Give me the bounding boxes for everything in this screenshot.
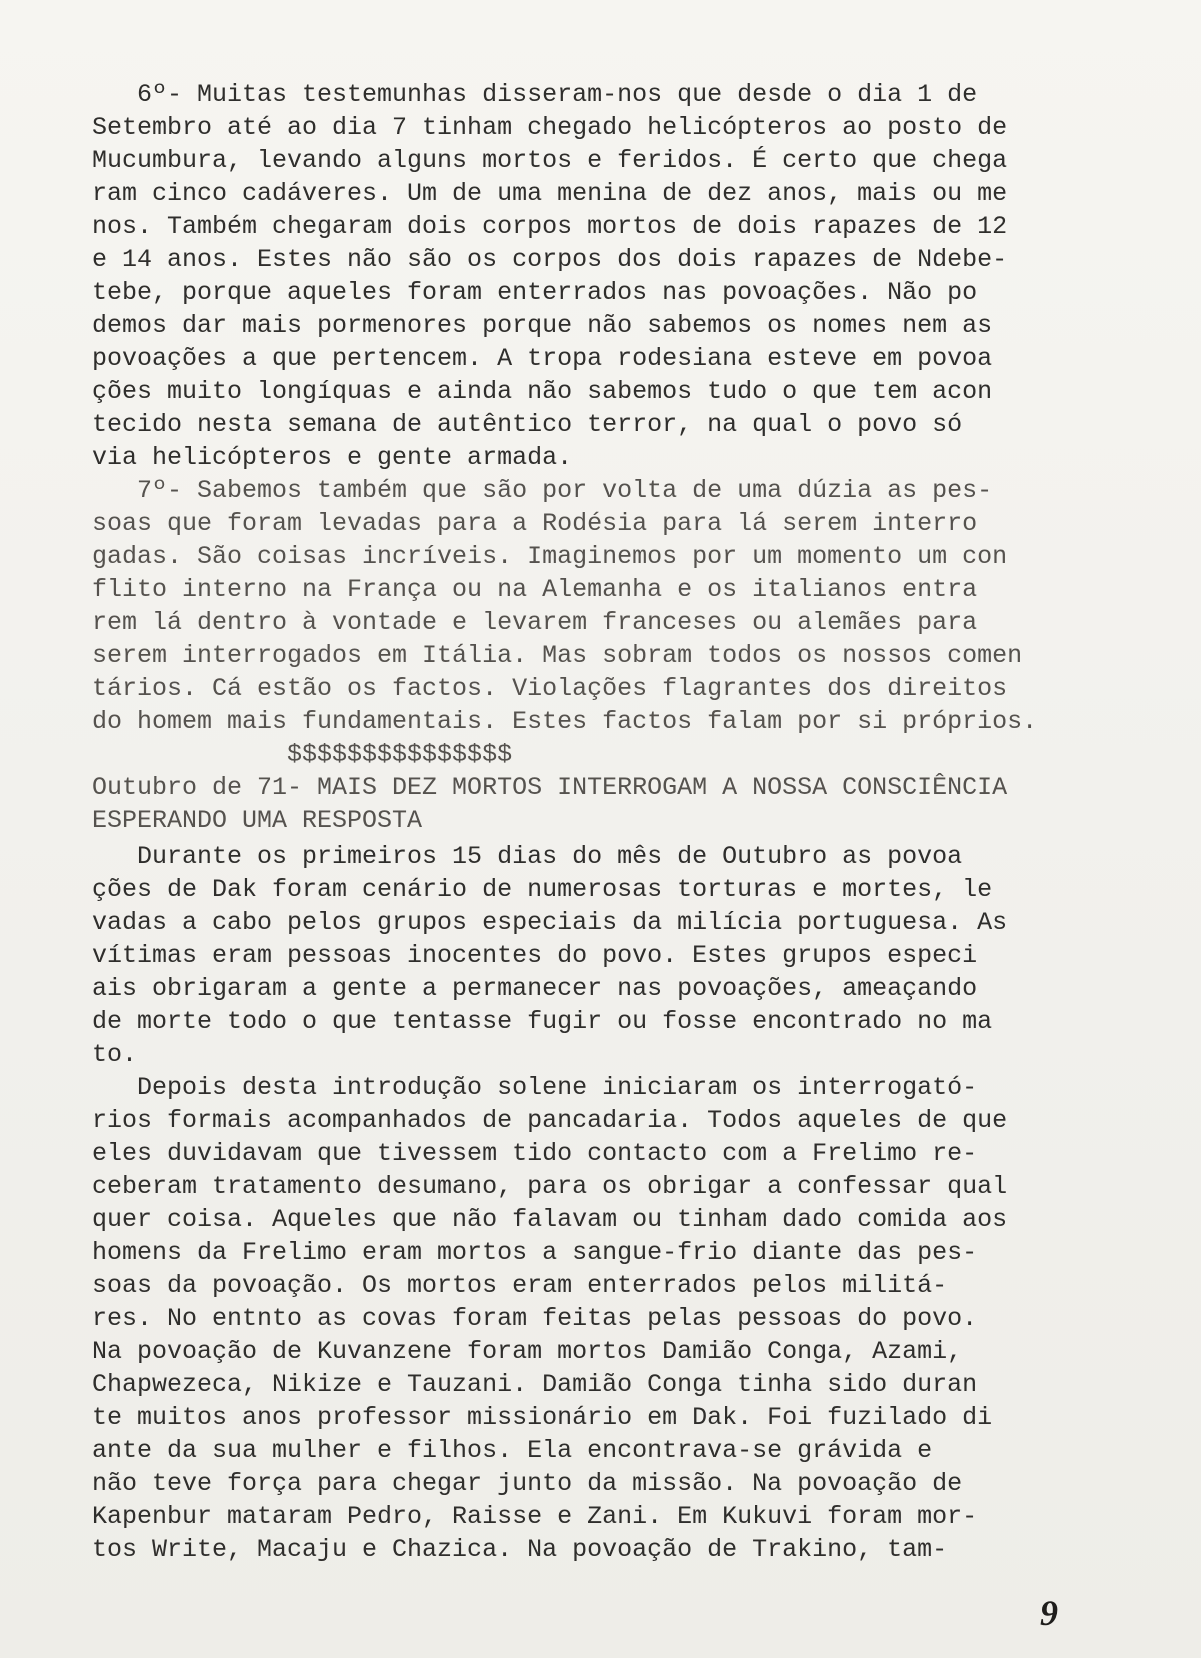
text-line: rem lá dentro à vontade e levarem franceses ou alemães para [92,608,978,637]
text-line: do homem mais fundamentais. Estes factos falam por si próprios. [92,707,1038,736]
text-line: eles duvidavam que tivessem tido contacto com a Frelimo re- [92,1139,978,1168]
text-line: quer coisa. Aqueles que não falavam ou tinham dado comida aos [92,1205,1008,1234]
section-heading: Outubro de 71- MAIS DEZ MORTOS INTERROGAM A NOSSA CONSCIÊNCIA [92,773,1008,802]
text-line: te muitos anos professor missionário em Dak. Foi fuzilado di [92,1403,993,1432]
text-line: demos dar mais pormenores porque não sabemos os nomes nem as [92,311,993,340]
text-line: ram cinco cadáveres. Um de uma menina de dez anos, mais ou me [92,179,1008,208]
text-line: e 14 anos. Estes não são os corpos dos dois rapazes de Ndebe- [92,245,1008,274]
text-line: Na povoação de Kuvanzene foram mortos Damião Conga, Azami, [92,1337,963,1366]
text-line: nos. Também chegaram dois corpos mortos de dois rapazes de 12 [92,212,1008,241]
text-line: ante da sua mulher e filhos. Ela encontrava-se grávida e [92,1436,933,1465]
text-line: de morte todo o que tentasse fugir ou fosse encontrado no ma [92,1007,993,1036]
text-line: flito interno na França ou na Alemanha e os italianos entra [92,575,978,604]
page-number: 9 [1040,1593,1058,1633]
text-line: serem interrogados em Itália. Mas sobram todos os nossos comen [92,641,1023,670]
text-line: Depois desta introdução solene iniciaram os interrogató- [92,1073,978,1102]
text-line: não teve força para chegar junto da missão. Na povoação de [92,1469,963,1498]
text-line: homens da Frelimo eram mortos a sangue-frio diante das pes- [92,1238,978,1267]
text-line: res. No entnto as covas foram feitas pelas pessoas do povo. [92,1304,978,1333]
text-line: Kapenbur mataram Pedro, Raisse e Zani. Em Kukuvi foram mor- [92,1502,978,1531]
text-line: via helicópteros e gente armada. [92,443,573,472]
text-line: Chapwezeca, Nikize e Tauzani. Damião Conga tinha sido duran [92,1370,978,1399]
text-line: Mucumbura, levando alguns mortos e feridos. É certo que chega [92,146,1008,175]
text-line: to. [92,1040,138,1069]
text-line: tos Write, Macaju e Chazica. Na povoação de Trakino, tam- [92,1535,948,1564]
text-line: ais obrigaram a gente a permanecer nas povoações, ameaçando [92,974,978,1003]
text-line: ções muito longíquas e ainda não sabemos tudo o que tem acon [92,377,993,406]
text-line: tecido nesta semana de autêntico terror, na qual o povo só [92,410,963,439]
text-line: tários. Cá estão os factos. Violações flagrantes dos direitos [92,674,1008,703]
text-line: vítimas eram pessoas inocentes do povo. Estes grupos especi [92,941,978,970]
text-line: Durante os primeiros 15 dias do mês de Outubro as povoa [92,842,963,871]
text-line: ções de Dak foram cenário de numerosas torturas e mortes, le [92,875,993,904]
text-line: 7º- Sabemos também que são por volta de uma dúzia as pes- [92,476,993,505]
text-line: rios formais acompanhados de pancadaria. Todos aqueles de que [92,1106,1008,1135]
text-line: soas que foram levadas para a Rodésia para lá serem interro [92,509,978,538]
section-heading: ESPERANDO UMA RESPOSTA [92,806,423,835]
text-line: 6º- Muitas testemunhas disseram-nos que desde o dia 1 de [92,80,978,109]
separator-line: $$$$$$$$$$$$$$$ [92,740,513,769]
text-line: gadas. São coisas incríveis. Imaginemos por um momento um con [92,542,1008,571]
text-line: ceberam tratamento desumano, para os obrigar a confessar qual [92,1172,1008,1201]
text-line: Setembro até ao dia 7 tinham chegado helicópteros ao posto de [92,113,1008,142]
text-line: tebe, porque aqueles foram enterrados nas povoações. Não po [92,278,978,307]
text-line: vadas a cabo pelos grupos especiais da milícia portuguesa. As [92,908,1008,937]
text-line: povoações a que pertencem. A tropa rodesiana esteve em povoa [92,344,993,373]
text-line: soas da povoação. Os mortos eram enterrados pelos militá- [92,1271,948,1300]
